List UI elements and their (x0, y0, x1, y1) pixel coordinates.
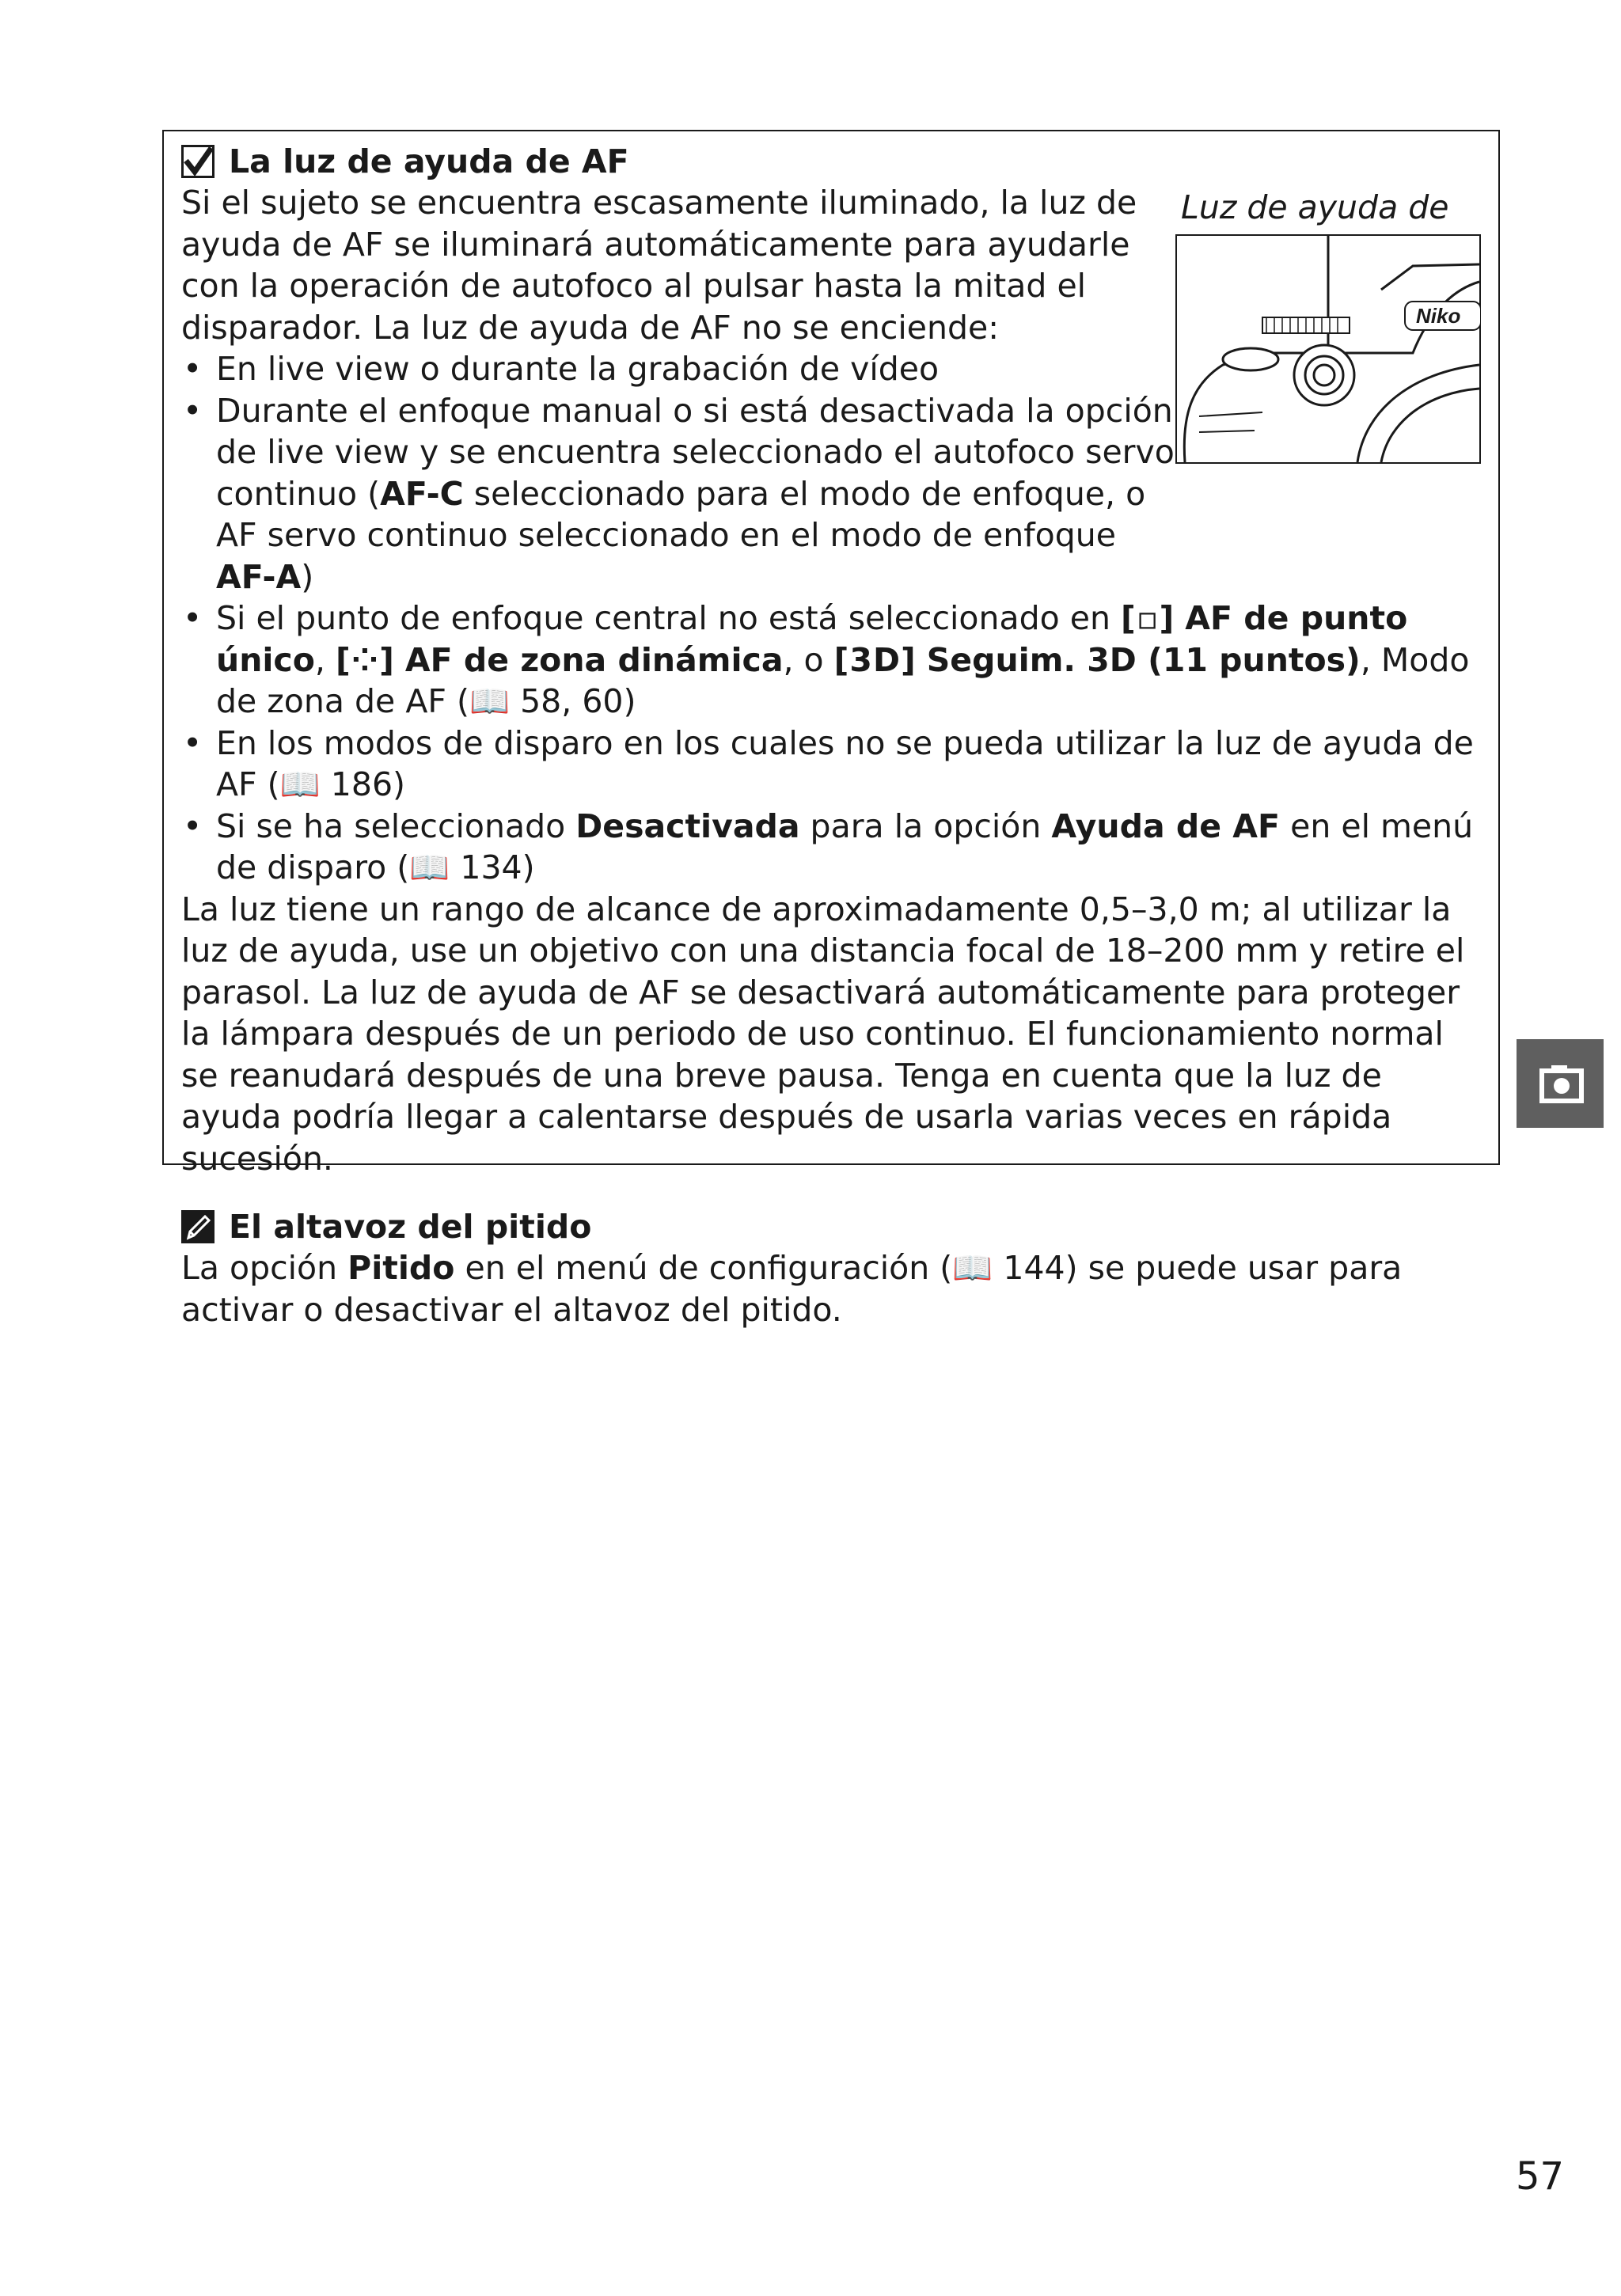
note-title: La luz de ayuda de AF (229, 142, 629, 180)
pencil-note-icon (181, 1210, 214, 1243)
note-heading-beep (181, 1206, 1487, 1247)
conditions-list-wide (181, 598, 1487, 889)
dynamic-area-af-icon: [⁘] (335, 640, 395, 679)
book-icon: 📖 (409, 848, 450, 886)
note-title: El altavoz del pitido (229, 1208, 592, 1246)
camera-icon (1517, 1039, 1604, 1128)
page-reference: 144 (1003, 1249, 1065, 1287)
book-icon: 📖 (952, 1249, 993, 1287)
note-box (162, 130, 1500, 1329)
brand-logo: Niko (1416, 304, 1461, 328)
note-heading-af-assist (181, 141, 1487, 182)
book-icon: 📖 (469, 682, 511, 720)
camera-illustration (1175, 234, 1481, 464)
list-item: • Si se ha seleccionado Desactivada para la opción Ayuda de AF en el menú de disparo (📖 134) (181, 806, 1487, 889)
list-item: • Si el punto de enfoque central no está seleccionado en [▫] AF de punto único, [⁘] AF de zona dinámica, o [3D] Seguim. 3D (11 puntos), Modo de zona de AF (📖 58, 60) (181, 598, 1487, 723)
book-icon: 📖 (279, 765, 321, 803)
figure-label: Luz de ayuda de (1181, 188, 1449, 226)
page-reference: 134 (460, 848, 522, 886)
section-gap (181, 1179, 1487, 1206)
list-item: • En los modos de disparo en los cuales no se pueda utilizar la luz de ayuda de AF (📖 186) (181, 723, 1487, 806)
page-number: 57 (1516, 2154, 1565, 2199)
section-tab[interactable] (1517, 1039, 1604, 1128)
list-item: • En live view o durante la grabación de vídeo (181, 348, 1179, 390)
check-mark-icon (181, 145, 214, 178)
page-reference: 186 (330, 765, 393, 803)
page-reference: 58, 60 (520, 682, 624, 720)
closing-paragraph: La luz tiene un rango de alcance de aproximadamente 0,5–3,0 m; al utilizar la luz de ayuda, use un objetivo con una distancia focal de 18–200 mm y retire el parasol. La luz de ayuda de AF se desactivará automáticamente para proteger la lámpara después de un periodo de uso continuo. El funcionamiento normal se reanudará después de una breve pausa. Tenga en cuenta que la luz de ayuda podría llegar a calentarse después de usarla varias veces en rápida sucesión. (181, 890, 1465, 1178)
single-point-af-icon: [▫] (1120, 599, 1175, 637)
intro-paragraph: Si el sujeto se encuentra escasamente iluminado, la luz de ayuda de AF se iluminará automáticamente para ayudarle con la operación de autofoco al pulsar hasta la mitad el disparador. La luz de ayuda de AF no se enciende: (181, 184, 1137, 347)
beep-paragraph: La opción Pitido en el menú de configuración (📖 144) se puede usar para activar o desactivar el altavoz del pitido. (181, 1249, 1403, 1329)
3d-tracking-icon: [3D] (833, 640, 917, 679)
list-item: • Durante el enfoque manual o si está desactivada la opción de live view y se encuentra seleccionado el autofoco servo continuo (AF-C seleccionado para el modo de enfoque, o AF servo continuo seleccionado en el modo de enfoque AF-A) (181, 390, 1179, 598)
conditions-list (181, 348, 1179, 598)
